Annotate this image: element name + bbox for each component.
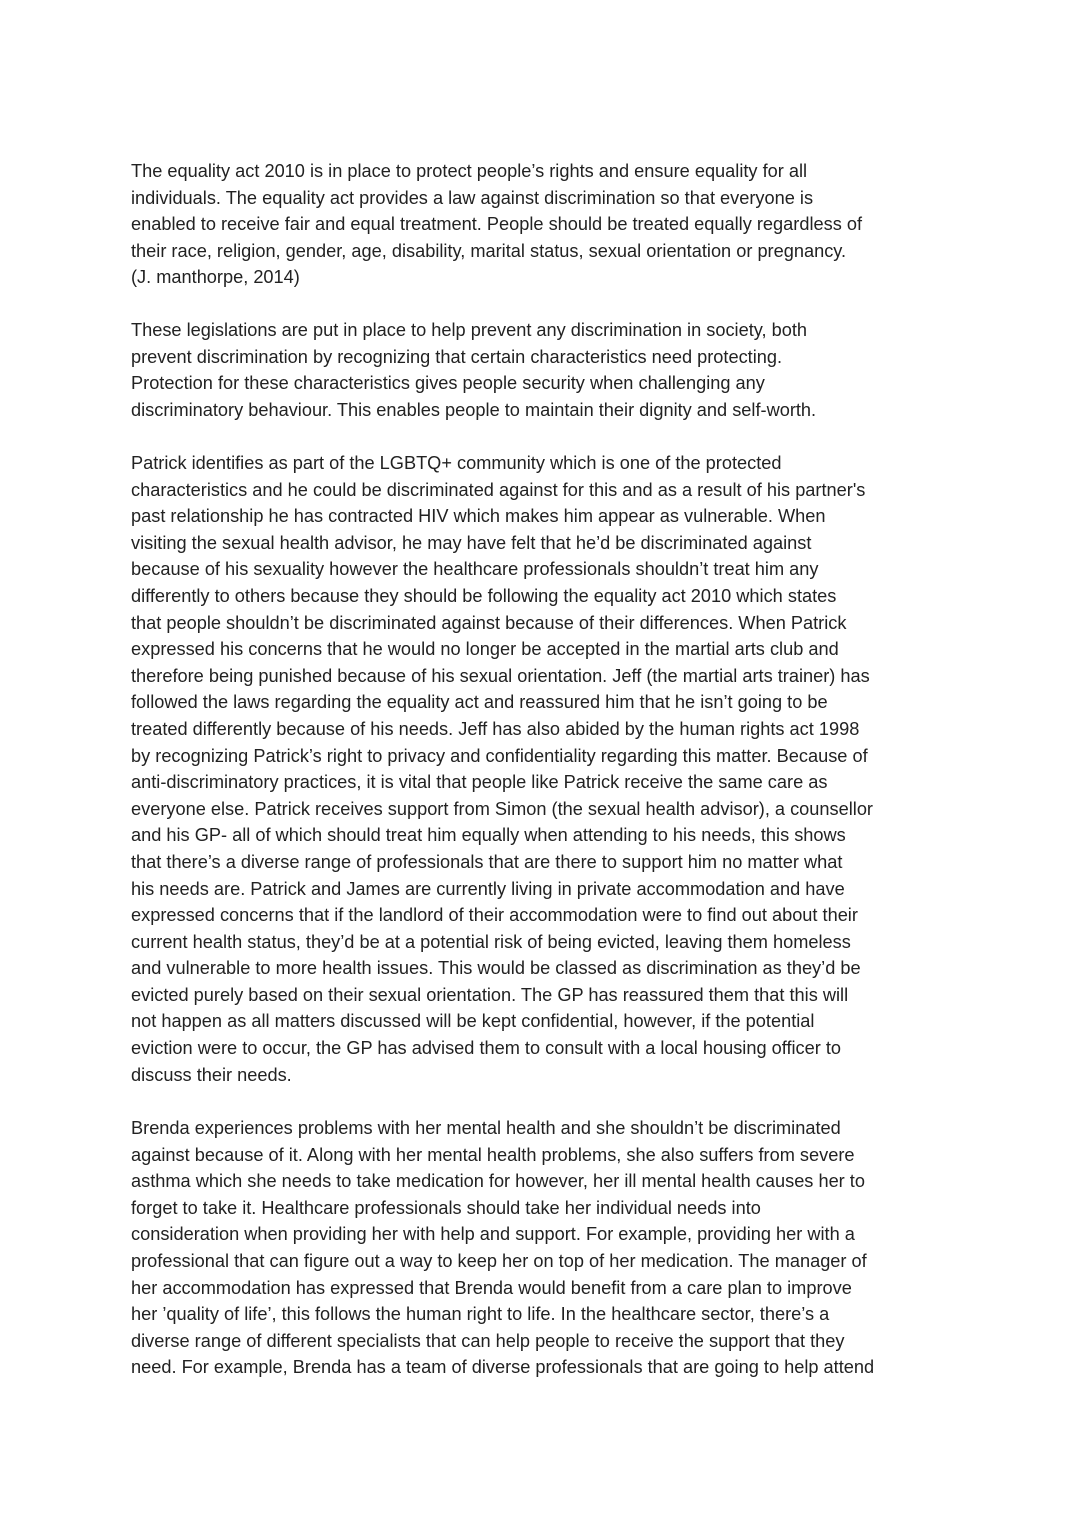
text-line: differently to others because they should be following the equality act 2010 which states: [131, 585, 837, 606]
text-line: past relationship he has contracted HIV which makes him appear as vulnerable. When: [131, 506, 826, 527]
text-line: discuss their needs.: [131, 1064, 292, 1085]
text-line: The equality act 2010 is in place to protect people’s rights and ensure equality for all: [131, 161, 808, 181]
text-line: her accommodation has expressed that Brenda would benefit from a care plan to improve: [131, 1277, 852, 1298]
text-line: discriminatory behaviour. This enables people to maintain their dignity and self-worth.: [131, 399, 817, 420]
paragraph-legislations: [131, 317, 961, 423]
text-line: expressed concerns that if the landlord of their accommodation were to find out about their: [131, 905, 858, 926]
text-line: current health status, they’d be at a potential risk of being evicted, leaving them homeless: [131, 931, 851, 952]
text-line: consideration when providing her with help and support. For example, providing her with a: [131, 1224, 855, 1245]
text-line: forget to take it. Healthcare professionals should take her individual needs into: [131, 1197, 761, 1218]
text-line: followed the laws regarding the equality act and reassured him that he isn’t going to be: [131, 692, 828, 713]
paragraph-brenda: [131, 1115, 961, 1381]
text-line: expressed his concerns that he would no longer be accepted in the martial arts club and: [131, 639, 839, 660]
text-line: professional that can figure out a way to keep her on top of her medication. The manager of: [131, 1250, 867, 1271]
text-line: anti-discriminatory practices, it is vital that people like Patrick receive the same care as: [131, 772, 828, 793]
text-line: against because of it. Along with her mental health problems, she also suffers from severe: [131, 1144, 855, 1165]
text-line: diverse range of different specialists that can help people to receive the support that they: [131, 1330, 845, 1351]
text-line: and vulnerable to more health issues. This would be classed as discrimination as they’d be: [131, 958, 861, 979]
text-line: evicted purely based on their sexual orientation. The GP has reassured them that this will: [131, 984, 849, 1005]
text-line: because of his sexuality however the healthcare professionals shouldn’t treat him any: [131, 559, 819, 580]
text-line: prevent discrimination by recognizing that certain characteristics need protecting.: [131, 346, 783, 367]
text-line: enabled to receive fair and equal treatment. People should be treated equally regardless of: [131, 214, 863, 235]
text-line: Protection for these characteristics gives people security when challenging any: [131, 373, 765, 394]
text-line: by recognizing Patrick’s right to privacy and confidentiality regarding this matter. Because of: [131, 745, 868, 766]
text-line: asthma which she needs to take medication for however, her ill mental health causes her to: [131, 1171, 865, 1192]
text-line: visiting the sexual health advisor, he may have felt that he’d be discriminated against: [131, 532, 812, 553]
text-line: their race, religion, gender, age, disability, marital status, sexual orientation or pregnancy.: [131, 240, 847, 261]
paragraph-equality-act: [131, 158, 961, 291]
text-line: his needs are. Patrick and James are currently living in private accommodation and have: [131, 878, 845, 899]
text-line: eviction were to occur, the GP has advised them to consult with a local housing officer to: [131, 1038, 842, 1059]
text-line: that there’s a diverse range of professionals that are there to support him no matter what: [131, 851, 843, 872]
text-line: (J. manthorpe, 2014): [131, 267, 300, 288]
text-line: These legislations are put in place to help prevent any discrimination in society, both: [131, 320, 808, 340]
text-line: treated differently because of his needs. Jeff has also abided by the human rights act 1998: [131, 718, 860, 739]
text-line: and his GP- all of which should treat him equally when attending to his needs, this shows: [131, 825, 846, 846]
text-line: need. For example, Brenda has a team of diverse professionals that are going to help attend: [131, 1357, 875, 1378]
text-line: her ’quality of life’, this follows the human right to life. In the healthcare sector, there’s a: [131, 1304, 830, 1325]
text-line: Patrick identifies as part of the LGBTQ+ community which is one of the protected: [131, 453, 782, 473]
text-line: therefore being punished because of his sexual orientation. Jeff (the martial arts trainer) has: [131, 665, 870, 686]
text-line: not happen as all matters discussed will be kept confidential, however, if the potential: [131, 1011, 815, 1032]
text-line: everyone else. Patrick receives support from Simon (the sexual health advisor), a counsellor: [131, 798, 873, 819]
paragraph-patrick: [131, 450, 961, 1088]
text-line: individuals. The equality act provides a law against discrimination so that everyone is: [131, 187, 814, 208]
text-line: that people shouldn’t be discriminated against because of their differences. When Patrick: [131, 612, 847, 633]
text-line: characteristics and he could be discriminated against for this and as a result of his partner's: [131, 479, 866, 500]
text-line: Brenda experiences problems with her mental health and she shouldn’t be discriminated: [131, 1118, 841, 1138]
